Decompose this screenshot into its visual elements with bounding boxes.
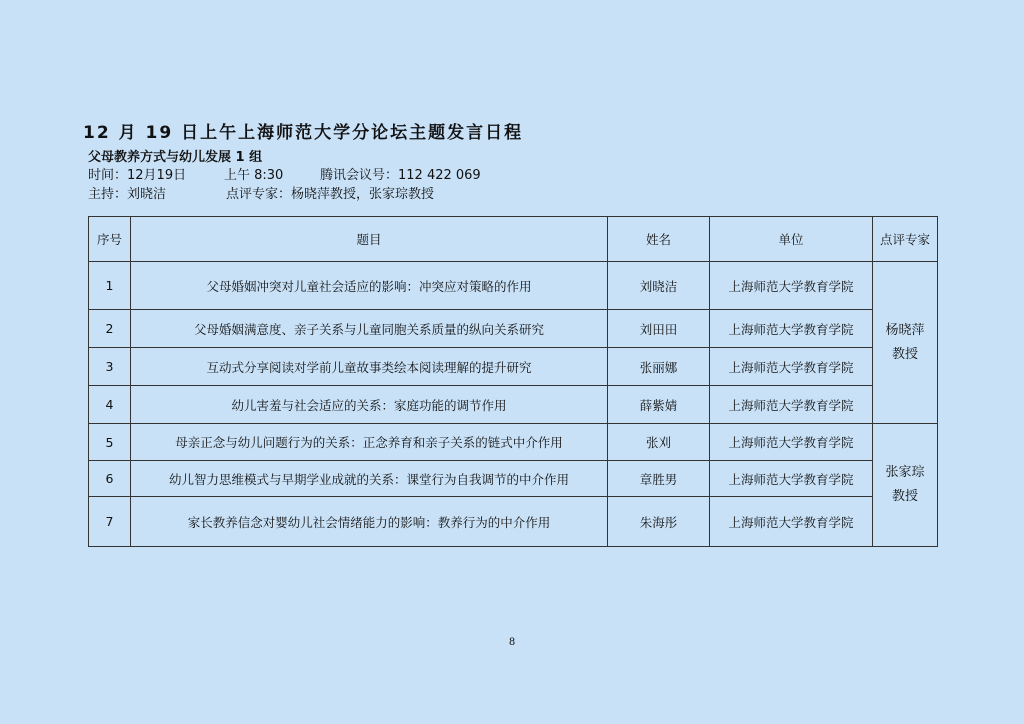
row-no: 7 <box>89 497 131 547</box>
reviewer-title: 教授 <box>891 489 918 504</box>
row-no: 5 <box>89 424 131 461</box>
header-no: 序号 <box>89 217 131 262</box>
table-row <box>89 348 938 386</box>
table-row <box>89 262 938 310</box>
table-row <box>89 310 938 348</box>
row-no: 2 <box>89 310 131 348</box>
table-row <box>89 461 938 497</box>
row-topic: 互动式分享阅读对学前儿童故事类绘本阅读理解的提升研究 <box>131 348 608 386</box>
row-topic: 家长教养信念对婴幼儿社会情绪能力的影响：教养行为的中介作用 <box>131 497 608 547</box>
host-info-line <box>88 183 434 202</box>
header-reviewer: 点评专家 <box>873 217 938 262</box>
row-no: 3 <box>89 348 131 386</box>
row-name: 朱海彤 <box>608 497 710 547</box>
row-name: 张丽娜 <box>608 348 710 386</box>
row-topic: 父母婚姻满意度、亲子关系与儿童同胞关系质量的纵向关系研究 <box>131 310 608 348</box>
host-label: 主持：刘晓洁 <box>88 187 167 202</box>
row-name: 章胜男 <box>608 461 710 497</box>
row-topic: 母亲正念与幼儿问题行为的关系：正念养育和亲子关系的链式中介作用 <box>131 424 608 461</box>
row-unit: 上海师范大学教育学院 <box>710 348 873 386</box>
page-title: 12 月 19 日上午上海师范大学分论坛主题发言日程 <box>83 123 524 143</box>
table-row <box>89 424 938 461</box>
row-unit: 上海师范大学教育学院 <box>710 310 873 348</box>
row-no: 4 <box>89 386 131 424</box>
row-name: 刘晓洁 <box>608 262 710 310</box>
meeting-id: 腾讯会议号：112 422 069 <box>320 168 481 183</box>
row-unit: 上海师范大学教育学院 <box>710 262 873 310</box>
row-name: 刘田田 <box>608 310 710 348</box>
row-topic: 幼儿智力思维模式与早期学业成就的关系：课堂行为自我调节的中介作用 <box>131 461 608 497</box>
row-topic: 幼儿害羞与社会适应的关系：家庭功能的调节作用 <box>131 386 608 424</box>
row-name: 张刈 <box>608 424 710 461</box>
reviewers-label: 点评专家：杨晓萍教授，张家琮教授 <box>226 187 435 202</box>
row-unit: 上海师范大学教育学院 <box>710 386 873 424</box>
reviewer-name: 杨晓萍 <box>885 322 925 338</box>
session-info-line <box>88 164 481 183</box>
header-name: 姓名 <box>608 217 710 262</box>
table-row <box>89 386 938 424</box>
table-row <box>89 497 938 547</box>
row-unit: 上海师范大学教育学院 <box>710 461 873 497</box>
header-unit: 单位 <box>710 217 873 262</box>
row-unit: 上海师范大学教育学院 <box>710 424 873 461</box>
date-label: 时间：12月19日 <box>88 168 187 183</box>
schedule-table <box>88 216 938 547</box>
row-no: 6 <box>89 461 131 497</box>
table-header-row <box>89 217 938 262</box>
page-number: 8 <box>508 637 516 648</box>
group-subtitle: 父母教养方式与幼儿发展 1 组 <box>88 150 263 165</box>
reviewer-cell-group-1 <box>873 262 938 424</box>
header-topic: 题目 <box>131 217 608 262</box>
row-unit: 上海师范大学教育学院 <box>710 497 873 547</box>
row-no: 1 <box>89 262 131 310</box>
row-name: 薛紫婧 <box>608 386 710 424</box>
reviewer-cell-group-2 <box>873 424 938 547</box>
reviewer-name: 张家琮 <box>885 465 925 480</box>
reviewer-title: 教授 <box>891 346 918 362</box>
session-time: 上午 8:30 <box>224 168 284 183</box>
row-topic: 父母婚姻冲突对儿童社会适应的影响：冲突应对策略的作用 <box>131 262 608 310</box>
